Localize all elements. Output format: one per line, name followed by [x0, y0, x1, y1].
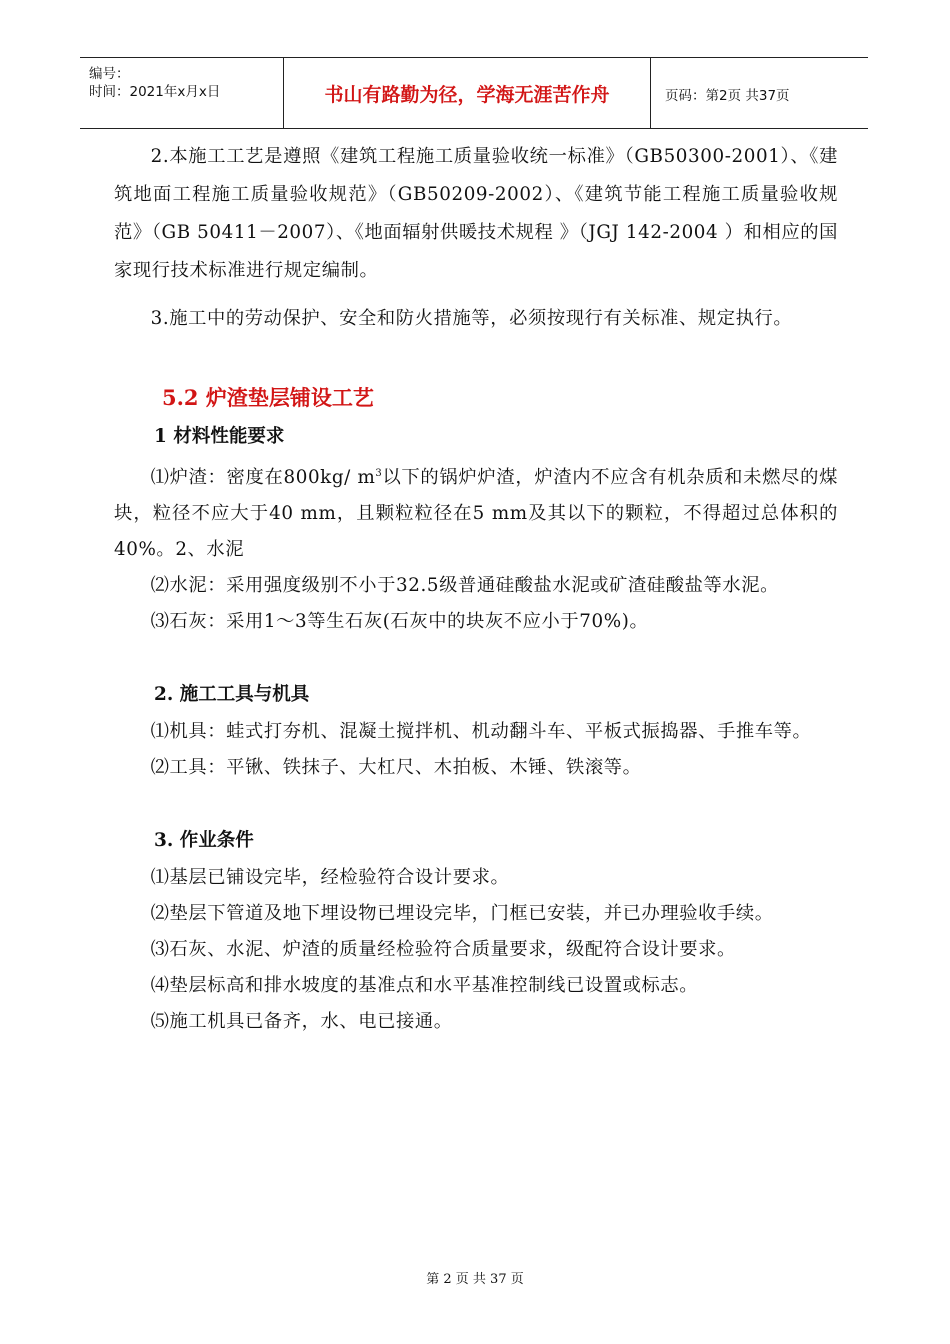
- document-body: [114, 138, 838, 1040]
- materials-item-3: ⑶石灰：采用1～3等生石灰(石灰中的块灰不应小于70%)。: [150, 611, 649, 633]
- section-title: 5.2 炉渣垫层铺设工艺: [162, 385, 374, 410]
- page-footer: 第 2 页 共 37 页: [426, 1272, 524, 1287]
- conditions-item-5: ⑸施工机具已备齐，水、电已接通。: [150, 1011, 453, 1033]
- materials-item-2: ⑵水泥：采用强度级别不小于32.5级普通硅酸盐水泥或矿渣硅酸盐等水泥。: [150, 575, 780, 597]
- tools-title: 2. 施工工具与机具: [154, 684, 310, 706]
- materials-title: 1 材料性能要求: [154, 426, 285, 447]
- conditions-title: 3. 作业条件: [154, 830, 254, 852]
- tools-item-1: ⑴机具：蛙式打夯机、混凝土搅拌机、机动翻斗车、平板式振捣器、手推车等。: [150, 721, 812, 743]
- conditions-item-3: ⑶石灰、水泥、炉渣的质量经检验符合质量要求，级配符合设计要求。: [150, 939, 736, 961]
- intro-paragraph-2: 2.本施工工艺是遵照《建筑工程施工质量验收统一标准》（GB50300-2001）、《建筑地面工程施工质量验收规范》（GB50209-2002）、《建筑节能工程施工质量验收规范》（GB 50411－2007）、《地面辐射供暖技术规程 》（JGJ 142-2004 ）和相应的国家现行技术标准进行规定编制。: [114, 146, 838, 281]
- header-meta-cell: [80, 58, 284, 128]
- intro-paragraph-3: 3.施工中的劳动保护、安全和防火措施等，必须按现行有关标准、规定执行。: [150, 308, 793, 329]
- time-label: 时间：2021年x月x日: [89, 84, 221, 100]
- conditions-item-1: ⑴基层已铺设完毕，经检验符合设计要求。: [150, 867, 510, 889]
- header-page-cell: [651, 58, 868, 128]
- materials-item-1: ⑴炉渣：密度在800kg/ $m^3$以下的锅炉炉渣，炉渣内不应含有机杂质和未燃尽的煤块，粒径不应大于40 mm，且颗粒粒径在5 mm及其以下的颗粒，不得超过总体积的40%。2、水泥: [114, 467, 838, 561]
- header-motto: 书山有路勤为径，学海无涯苦作舟: [284, 58, 651, 128]
- number-label: 编号：: [89, 66, 130, 82]
- conditions-item-2: ⑵垫层下管道及地下埋设物已埋设完毕，门框已安装，并已办理验收手续。: [150, 903, 774, 925]
- tools-item-2: ⑵工具：平锹、铁抹子、大杠尺、木拍板、木锤、铁滚等。: [150, 757, 642, 779]
- header-page-info: 页码：第2页 共37页: [665, 88, 790, 104]
- page-header: [80, 57, 868, 129]
- conditions-item-4: ⑷垫层标高和排水坡度的基准点和水平基准控制线已设置或标志。: [150, 975, 699, 997]
